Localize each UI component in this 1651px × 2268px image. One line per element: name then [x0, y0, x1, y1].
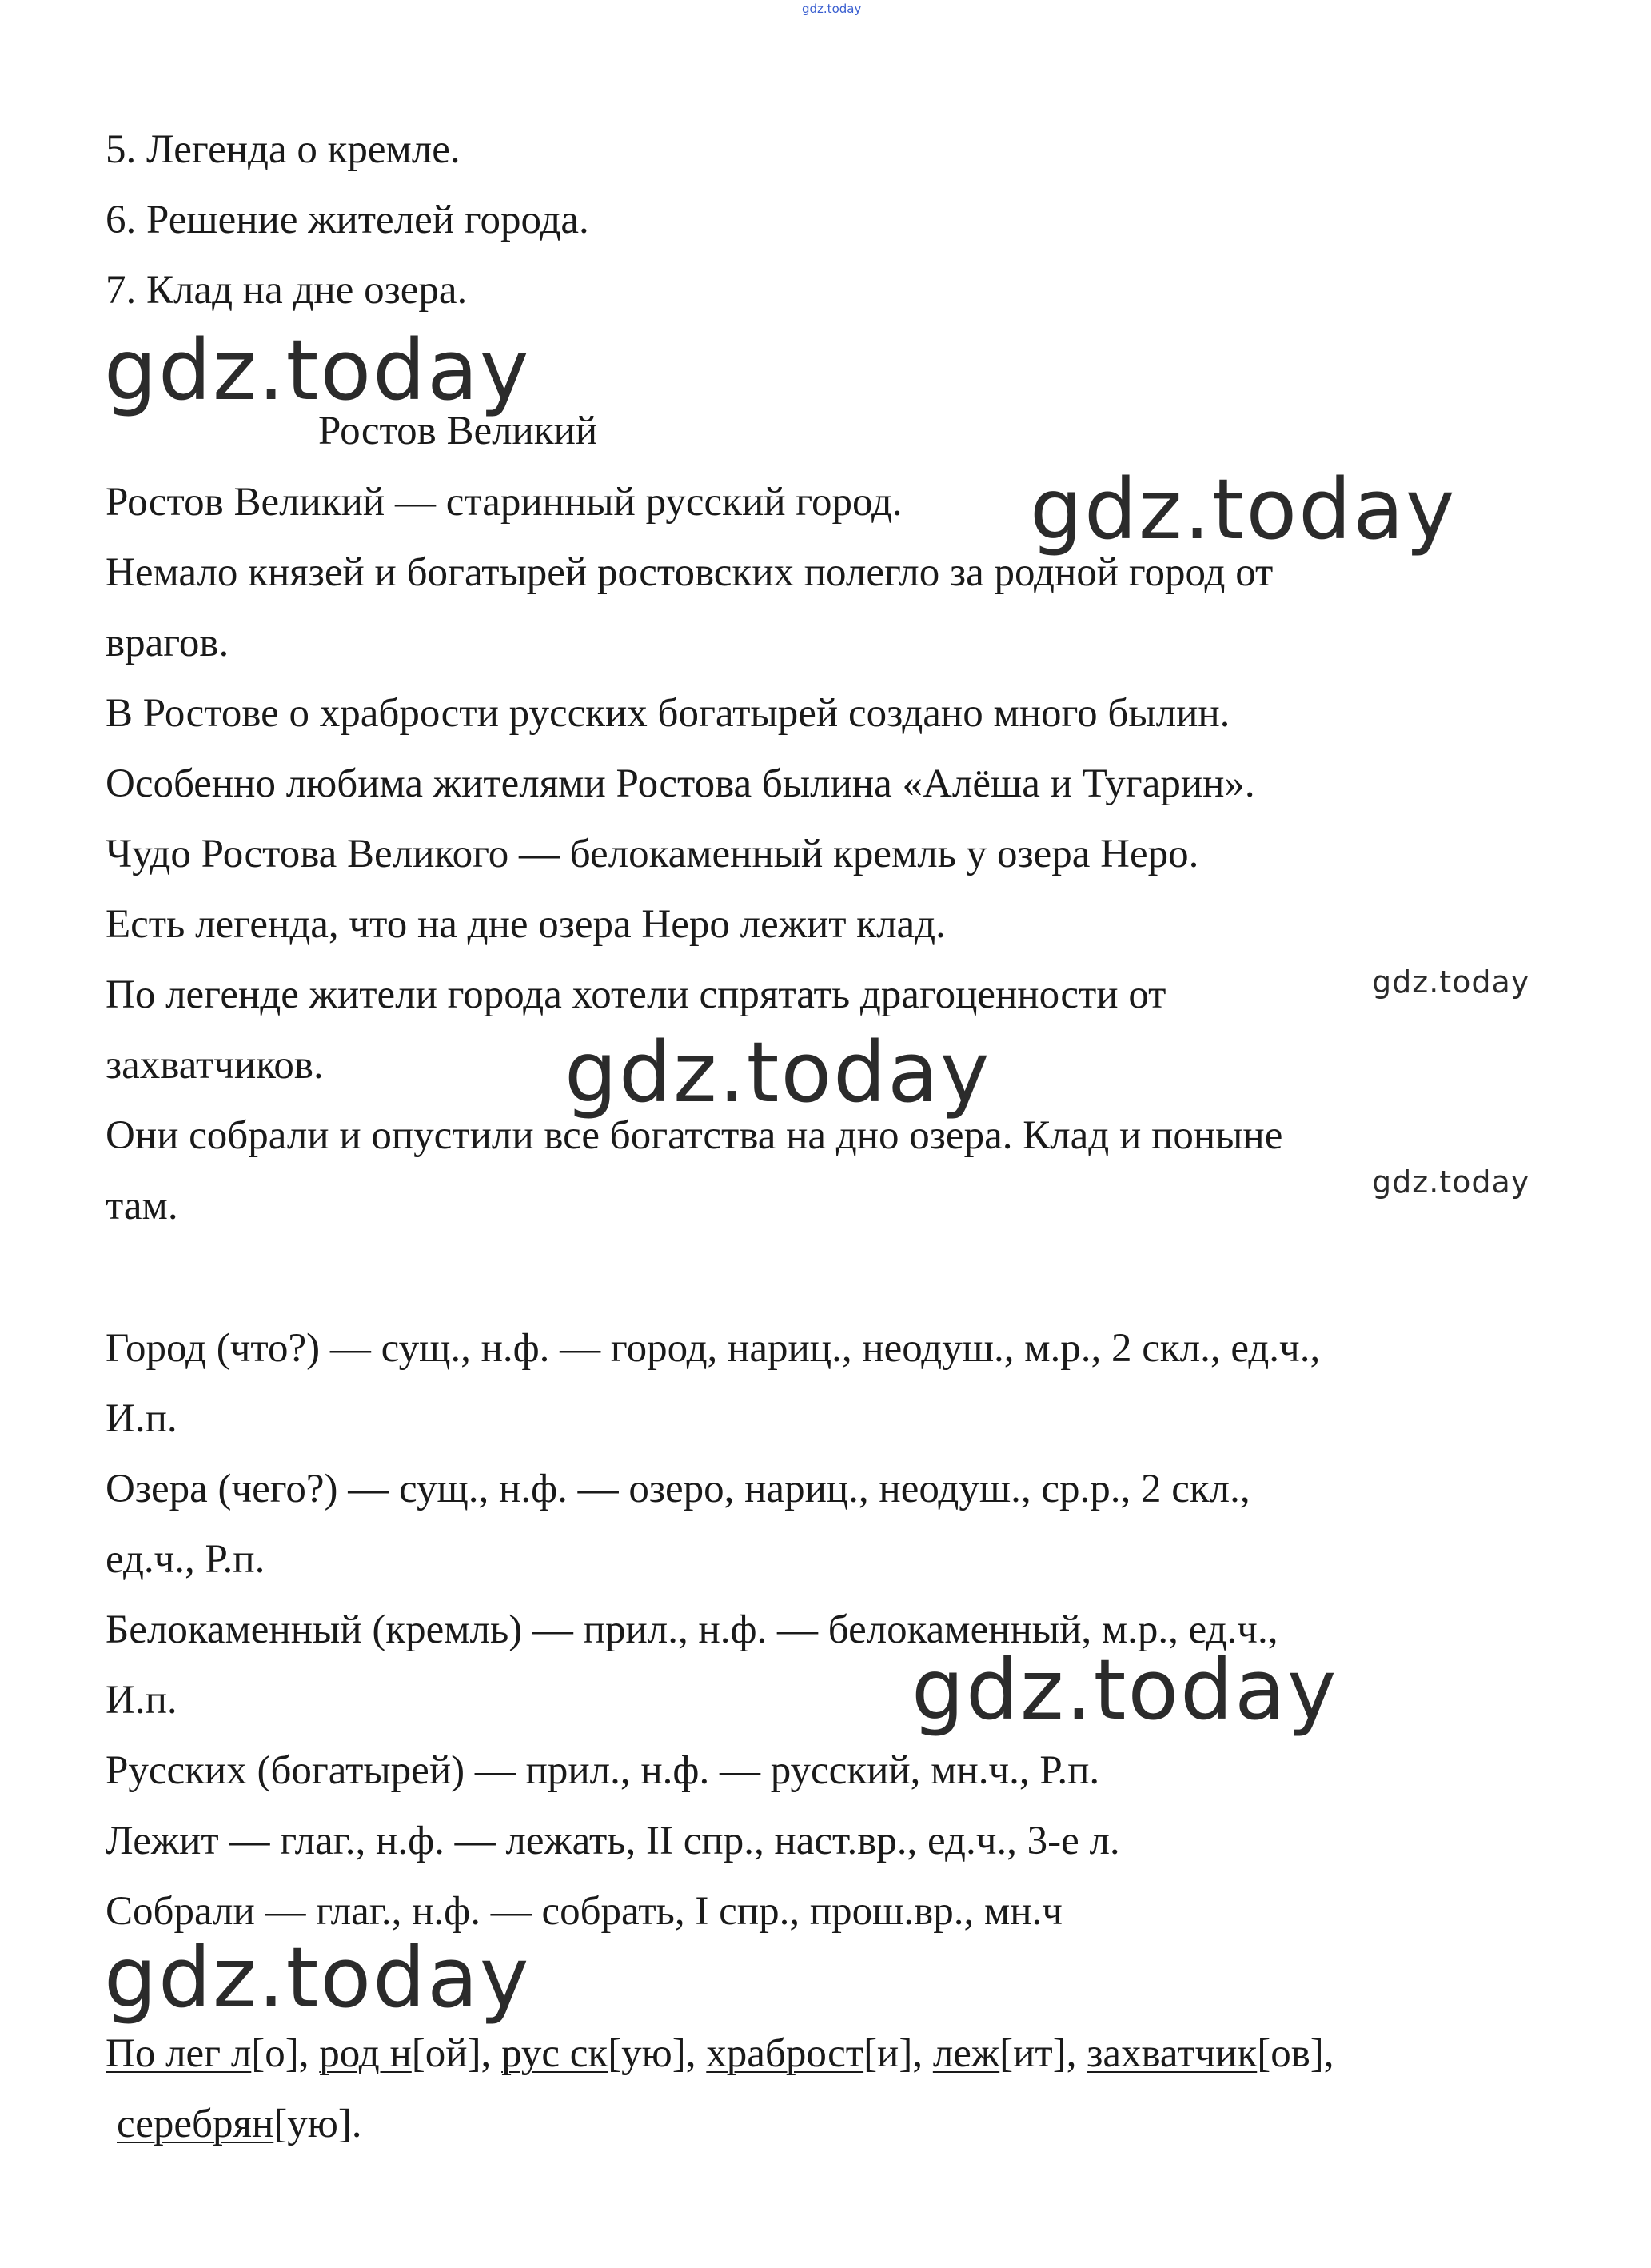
analysis-line: Русских (богатырей) — прил., н.ф. — русский, мн.ч., Р.п. [106, 1748, 1100, 1793]
analysis-line: Озера (чего?) — сущ., н.ф. — озеро, нариц., неодуш., ср.р., 2 скл., [106, 1467, 1250, 1511]
watermark: gdz.today [104, 321, 531, 419]
text-line: В Ростове о храбрости русских богатырей создано много былин. [106, 691, 1230, 736]
watermark: gdz.today [1030, 461, 1457, 558]
watermark: gdz.today [1372, 964, 1530, 1000]
watermark: gdz.today [1372, 1164, 1530, 1200]
text-line: врагов. [106, 621, 229, 665]
morpheme-part: храброст [706, 2031, 864, 2076]
morpheme-part: По лег л [106, 2031, 252, 2076]
text-line: Особенно любима жителями Ростова былина «Алёша и Тугарин». [106, 761, 1255, 806]
analysis-line: И.п. [106, 1678, 177, 1723]
analysis-line: Лежит — глаг., н.ф. — лежать, II спр., наст.вр., ед.ч., 3-е л. [106, 1819, 1120, 1863]
morpheme-part: [и], [863, 2031, 933, 2076]
morpheme-part: серебрян [117, 2102, 274, 2146]
text-line: захватчиков. [106, 1043, 324, 1088]
morpheme-line-2 [117, 2100, 362, 2148]
morpheme-part: [ую], [608, 2031, 707, 2076]
analysis-line: Собрали — глаг., н.ф. — собрать, I спр., прош.вр., мн.ч [106, 1889, 1063, 1934]
morpheme-part: род н [319, 2031, 412, 2076]
analysis-line: Белокаменный (кремль) — прил., н.ф. — белокаменный, м.р., ед.ч., [106, 1607, 1278, 1652]
text-line: Они собрали и опустили все богатства на дно озера. Клад и поныне [106, 1113, 1283, 1158]
morpheme-part: [ит], [999, 2031, 1087, 2076]
text-line: Ростов Великий — старинный русский город. [106, 480, 903, 525]
text-line: там. [106, 1184, 178, 1228]
morpheme-part: [ов], [1257, 2031, 1334, 2076]
top-watermark: gdz.today [802, 2, 862, 16]
morpheme-line-1 [106, 2030, 1334, 2078]
morpheme-part: рус ск [501, 2031, 608, 2076]
watermark: gdz.today [911, 1641, 1338, 1739]
watermark: gdz.today [564, 1024, 991, 1121]
plan-item-6: 6. Решение жителей города. [106, 198, 589, 242]
plan-item-7: 7. Клад на дне озера. [106, 268, 468, 313]
plan-item-5: 5. Легенда о кремле. [106, 127, 461, 172]
morpheme-part: леж [932, 2031, 1000, 2076]
morpheme-part: [ой], [411, 2031, 502, 2076]
analysis-line: И.п. [106, 1396, 177, 1441]
morpheme-part: [о], [251, 2031, 320, 2076]
text-line: Немало князей и богатырей ростовских полегло за родной город от [106, 550, 1274, 595]
watermark: gdz.today [104, 1929, 531, 2026]
analysis-line: Город (что?) — сущ., н.ф. — город, нариц., неодуш., м.р., 2 скл., ед.ч., [106, 1326, 1321, 1371]
text-line: По легенде жители города хотели спрятать драгоценности от [106, 972, 1166, 1017]
morpheme-part: [ую]. [273, 2102, 362, 2146]
analysis-line: ед.ч., Р.п. [106, 1537, 265, 1582]
text-line: Чудо Ростова Великого — белокаменный кремль у озера Неро. [106, 832, 1199, 876]
text-title: Ростов Великий [318, 409, 598, 453]
morpheme-part: захватчик [1087, 2031, 1258, 2076]
text-line: Есть легенда, что на дне озера Неро лежит клад. [106, 902, 946, 947]
